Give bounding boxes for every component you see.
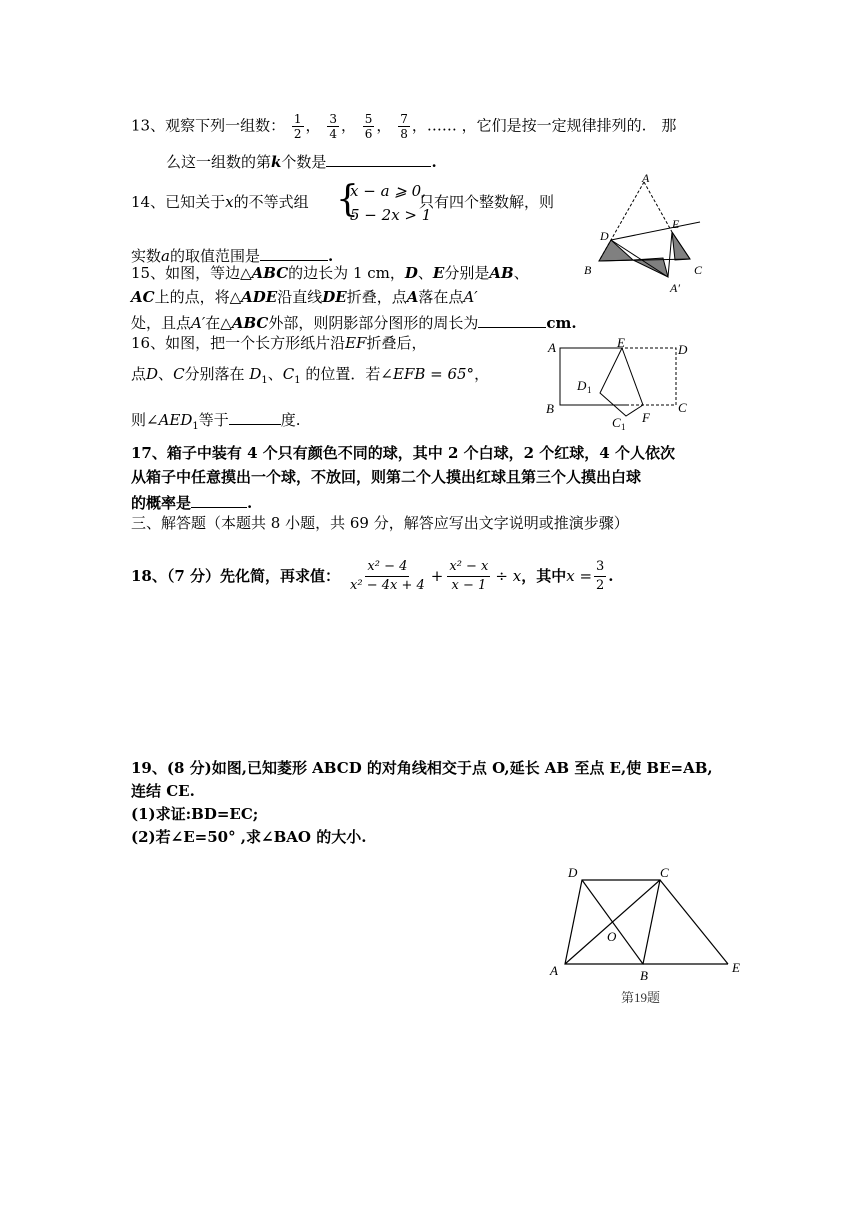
question-19-line-1: 19、(8 分)如图,已知菱形 ABCD 的对角线相交于点 O,延长 AB 至点 E,使 BE=AB, [131, 759, 713, 777]
question-16-line-1: 16、如图，把一个长方形纸片沿EF折叠后， [131, 334, 427, 352]
label-D1: D [577, 378, 587, 393]
svg-text:1: 1 [621, 422, 626, 432]
question-19-line-4: (2)若∠E=50° ,求∠BAO 的大小. [131, 828, 367, 846]
answer-blank-15[interactable] [478, 311, 546, 328]
label-O: O [607, 929, 617, 944]
answer-blank-13[interactable] [326, 150, 431, 167]
fraction-2: $\frac{3}{4}$ [329, 112, 337, 141]
label-D: D [678, 342, 688, 357]
label-C1: C [612, 415, 621, 430]
question-14-tail: 只有四个整数解，则 [419, 193, 555, 211]
label-F: F [642, 410, 650, 425]
question-19-line-2: 连结 CE. [131, 782, 195, 800]
section-3-heading: 三、解答题（本题共 8 小题，共 69 分，解答应写出文字说明或推演步骤） [131, 514, 629, 532]
label-B: B [584, 263, 592, 277]
question-15-line-1: 15、如图，等边△ABC的边长为 1 cm，D、E分别是AB、 [131, 264, 529, 282]
answer-blank-17[interactable] [191, 491, 247, 508]
question-17-line-2: 从箱子中任意摸出一个球，不放回，则第二个人摸出红球且第三个人摸出白球 [131, 468, 642, 486]
label-A: A [548, 340, 556, 355]
label-C: C [694, 263, 703, 277]
question-16-line-2: 点D、C分别落在 $D_1$、$C_1$ 的位置．若∠EFB = 65°， [131, 365, 490, 386]
question-13-line-2: 么这一组数的第k个数是 . [166, 150, 437, 172]
fraction-1: $\frac{1}{2}$ [293, 112, 302, 141]
question-17-line-3: 的概率是 . [131, 491, 252, 513]
label-A: A [550, 963, 558, 978]
question-15-line-2: AC上的点，将△ADE沿直线DE折叠，点A落在点A′ [131, 288, 478, 306]
fraction-3: $\frac{5}{6}$ [364, 112, 373, 141]
label-E: E [617, 335, 625, 350]
answer-blank-14[interactable] [260, 244, 328, 261]
label-E: E [732, 960, 740, 975]
question-14-line-2: 实数a的取值范围是 . [131, 244, 333, 266]
question-19-line-3: (1)求证:BD=EC; [131, 805, 259, 823]
label-E: E [672, 217, 680, 231]
figure-19-rhombus [540, 858, 750, 1008]
label-A-prime: A′ [670, 281, 680, 295]
question-13-line-1: 13、观察下列一组数： $\frac{1}{2}$ ， $\frac{3}{4}$ ， $\frac{5}{6}$ ， $\frac{7}{8}$ ，…… ，它们是按一定规律排列的. 那 [131, 112, 677, 141]
label-C: C [678, 400, 687, 415]
label-A: A [642, 171, 650, 185]
question-17-line-1: 17、箱子中装有 4 个只有颜色不同的球，其中 2 个白球，2 个红球，4 个人依次 [131, 444, 675, 462]
question-18: 18、（7 分）先化简，再求值： $\frac{\text{x² − 4}}{\text{x² − 4x + 4}}$ + $\frac{\text{x² − x}}{x - 1}$ ÷ x ，其中 x = $\frac{3}{2}$ . [131, 558, 614, 593]
question-14-line-1: 14、已知关于x的不等式组 [131, 193, 309, 211]
figure-16-rectangle-fold [540, 334, 700, 434]
label-D: D [568, 865, 578, 880]
label-D: D [600, 229, 609, 243]
label-B: B [546, 401, 554, 416]
svg-text:1: 1 [587, 385, 592, 395]
question-16-line-3: 则$\angle AED_1$等于 度. [131, 408, 301, 437]
question-15-line-3: 处，且点A′在△ABC外部，则阴影部分图形的周长为 cm. [131, 311, 577, 333]
label-B: B [640, 968, 648, 983]
fraction-4: $\frac{7}{8}$ [400, 112, 408, 141]
figure-15-triangle [580, 168, 710, 298]
label-C: C [660, 865, 669, 880]
figure-caption: 第19题 [621, 990, 661, 1005]
answer-blank-16[interactable] [229, 408, 281, 425]
